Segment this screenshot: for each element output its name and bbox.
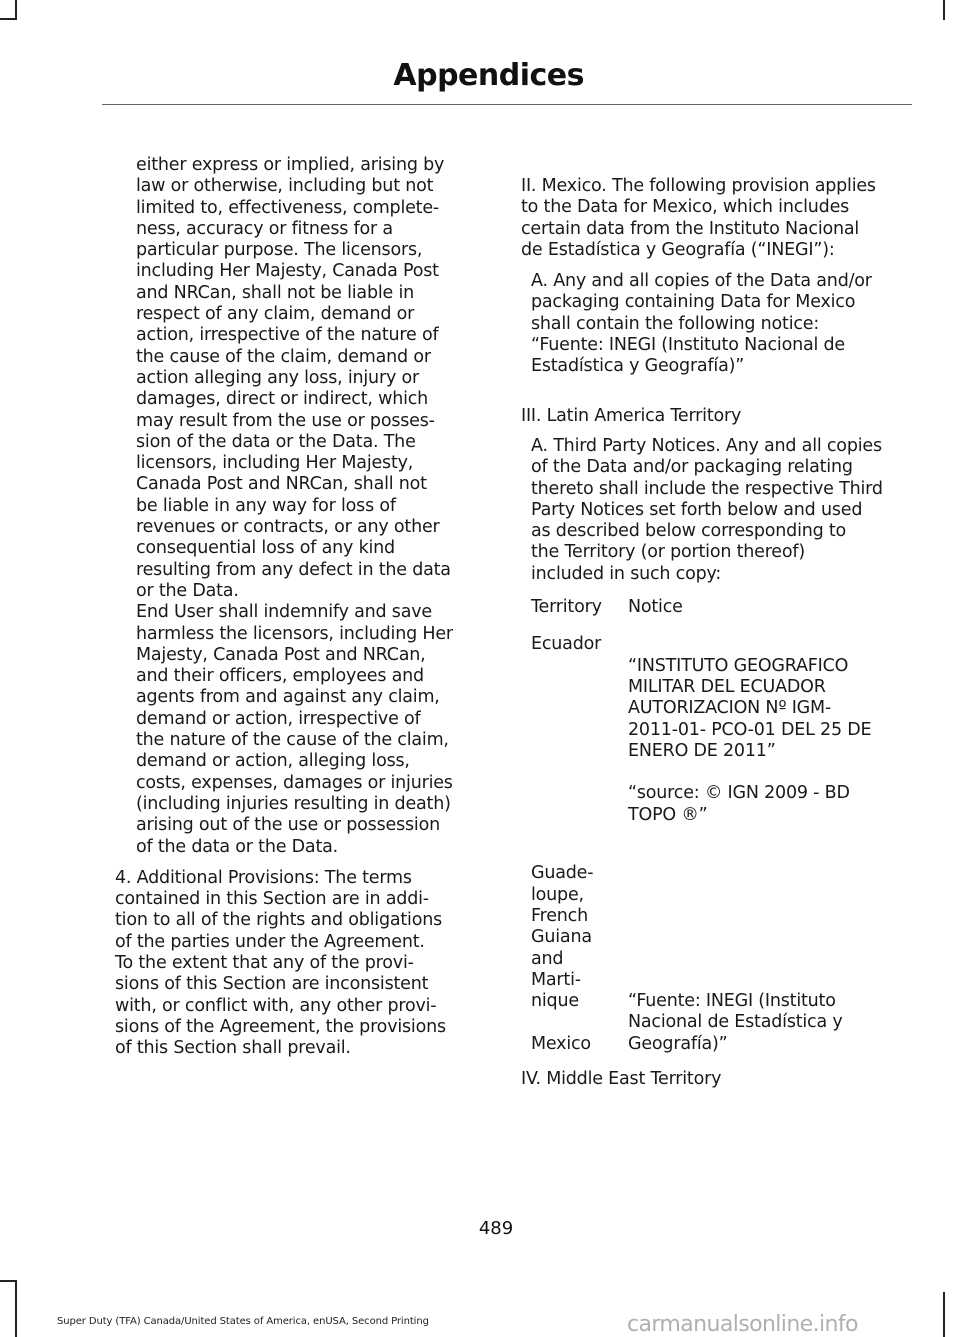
additional-provisions-paragraph: 4. Additional Provisions: The terms contained in this Section are in addi- tion to all of the rights and obligations of the parties under the Agreement. To the extent that any of the provi- sions of this Section are inconsistent with, or conflict with, any other provi- sions of the Agreement, the provisions of this Section shall prevail. [115, 867, 446, 1059]
crop-mark-top-left-v [15, 0, 17, 20]
site-logo: carmanualsonline.info [627, 1312, 858, 1337]
notice-text: “source: © IGN 2009 - BD TOPO ®” [628, 783, 850, 825]
document-info: Super Duty (TFA) Canada/United States of America, enUSA, Second Printing [57, 1316, 429, 1327]
third-party-notice-table [531, 597, 898, 1055]
middle-east-heading: IV. Middle East Territory [521, 1068, 722, 1089]
disclaimer-paragraph: either express or implied, arising by law or otherwise, including but not limited to, effectiveness, complete- ness, accuracy or fitness for a particular purpose. The licensors, including Her Majesty, Canada Post and NRCan, shall not be liable in respect of any claim, demand or action, irrespective of the nature of the cause of the claim, demand or action alleging any loss, injury or damages, direct or indirect, which may result from the use or posses- sion of the data or the Data. The licensors, including Her Majesty, Canada Post and NRCan, shall not be liable in any way for loss of revenues or contracts, or any other consequential loss of any kind resulting from any defect in the data or the Data. [136, 155, 451, 601]
crop-mark-top-right [943, 0, 945, 20]
mexico-heading: II. Mexico. The following provision applies to the Data for Mexico, which includes certain data from the Instituto Nacional de Estadística y Geografía (“INEGI”): [521, 176, 876, 260]
crop-mark-bottom-left-h [0, 1280, 17, 1282]
column-header-territory: Territory [531, 597, 602, 618]
crop-mark-bottom-right [943, 1292, 945, 1337]
left-column [115, 155, 467, 1059]
territory-text: Mexico [531, 1033, 591, 1054]
header-divider [102, 104, 912, 105]
table-row [531, 634, 898, 826]
crop-mark-top-left-h [0, 18, 17, 20]
territory-cell [531, 842, 628, 1055]
indemnity-paragraph: End User shall indemnify and save harmless the licensors, including Her Majesty, Canada Post and NRCan, and their officers, employees and agents from and against any claim, demand or action, irrespective of the nature of the cause of the claim, demand or action, alleging loss, costs, expenses, damages or injuries (including injuries resulting in death) arising out of the use or possession of the data or the Data. [136, 602, 453, 857]
latin-america-provision-a: A. Third Party Notices. Any and all copies of the Data and/or packaging relating thereto shall include the respective Third Party Notices set forth below and used as described below corresponding to the Territory (or portion thereof) included in such copy: [531, 435, 883, 584]
mexico-provision-a: A. Any and all copies of the Data and/or packaging containing Data for Mexico shall contain the following notice: “Fuente: INEGI (Instituto Nacional de Estadística y Geografía)” [531, 271, 872, 377]
table-header-row [531, 597, 898, 618]
latin-america-heading: III. Latin America Territory [521, 405, 742, 426]
crop-mark-bottom-left-v [15, 1280, 17, 1337]
spacer [521, 378, 903, 406]
page-title: Appendices [393, 58, 584, 93]
right-column [521, 176, 903, 1090]
page-number: 489 [478, 1218, 514, 1239]
notice-cell [628, 842, 898, 1055]
table-row [531, 842, 898, 1055]
territory-cell: Ecuador [531, 634, 602, 655]
column-header-notice: Notice [628, 597, 683, 618]
territory-text: Guade- loupe, French Guiana and Marti- nique [531, 863, 594, 1012]
notice-text: “INSTITUTO GEOGRAFICO MILITAR DEL ECUADOR AUTORIZACION Nº IGM- 2011-01- PCO-01 DEL 25 DE ENERO DE 2011” [628, 655, 872, 761]
notice-text: “Fuente: INEGI (Instituto Nacional de Estadística y Geografía)” [628, 991, 843, 1054]
notice-cell [628, 634, 898, 826]
